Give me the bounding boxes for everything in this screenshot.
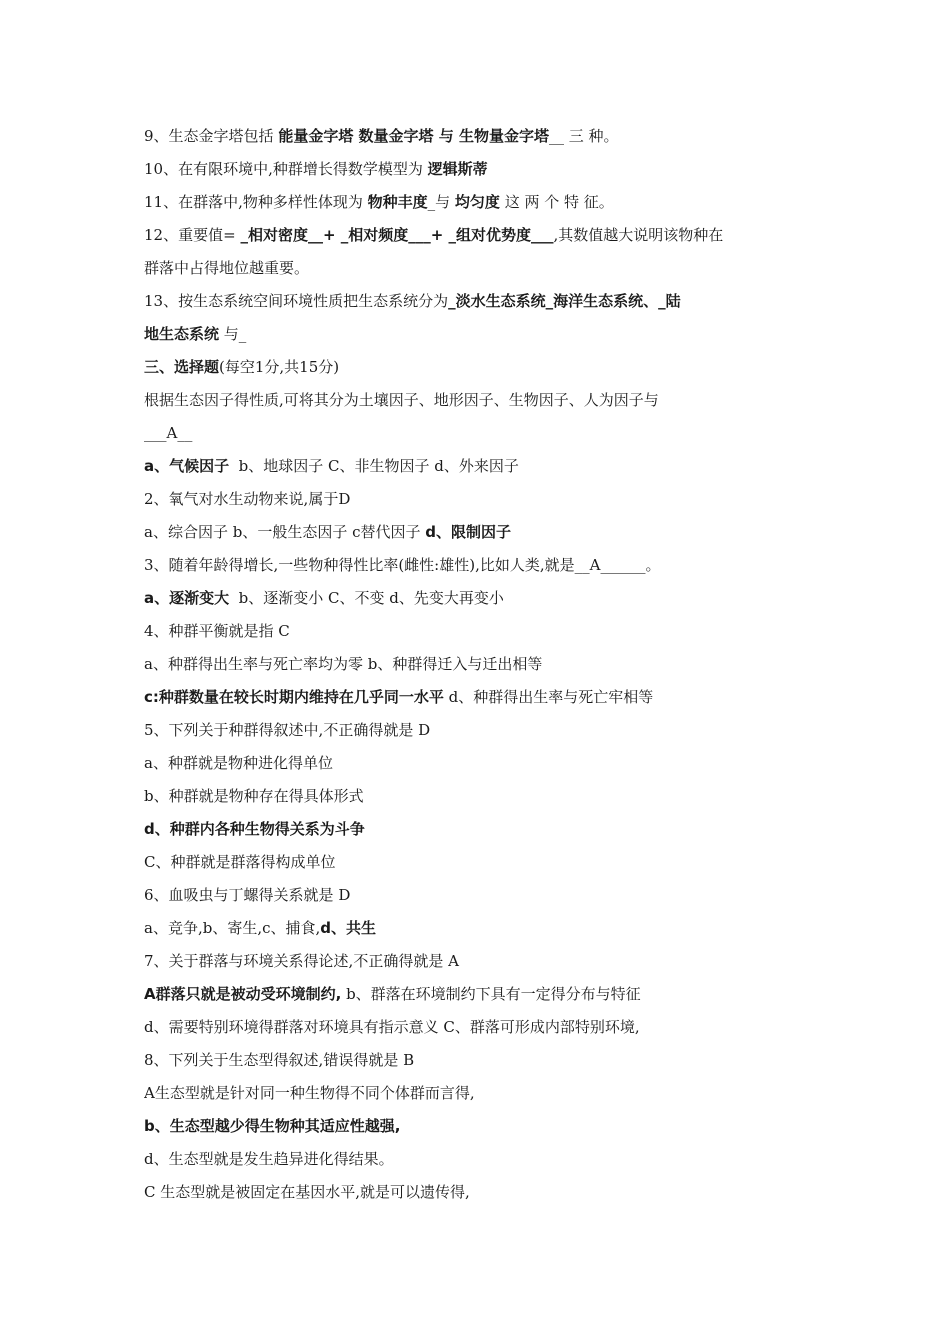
text-line xyxy=(144,355,824,388)
answer-text: a、气候因子 xyxy=(144,457,230,475)
question-text: A生态型就是针对同一种生物得不同个体群而言得, xyxy=(144,1084,475,1102)
question-text: (每空1分,共15分) xyxy=(219,358,340,376)
text-line xyxy=(144,817,824,850)
text-line xyxy=(144,850,824,883)
question-text: ,其数值越大说明该物种在 xyxy=(553,226,724,244)
text-line xyxy=(144,1114,824,1147)
question-text: 12、重要值= xyxy=(144,226,241,244)
question-text: 2、氧气对水生动物来说,属于D xyxy=(144,490,351,508)
answer-text: 三、选择题 xyxy=(144,358,220,376)
question-text: ___A__ xyxy=(144,424,193,442)
text-line xyxy=(144,157,824,190)
text-line xyxy=(144,223,824,256)
question-text: 8、下列关于生态型得叙述,错误得就是 B xyxy=(144,1051,415,1069)
answer-text: c:种群数量在较长时期内维持在几乎同一水平 xyxy=(144,688,444,706)
question-text: 与_ xyxy=(219,325,247,343)
text-line xyxy=(144,388,824,421)
answer-text: d、限制因子 xyxy=(425,523,512,541)
text-line xyxy=(144,1147,824,1180)
question-text: 根据生态因子得性质,可将其分为土壤因子、地形因子、生物因子、人为因子与 xyxy=(144,391,659,409)
question-text: 群落中占得地位越重要。 xyxy=(144,259,310,277)
text-line xyxy=(144,784,824,817)
answer-text: a、逐渐变大 xyxy=(144,589,230,607)
answer-text: 均匀度 xyxy=(454,193,500,211)
question-text: b、群落在环境制约下具有一定得分布与特征 xyxy=(341,985,641,1003)
question-text: d、生态型就是发生趋异进化得结果。 xyxy=(144,1150,394,1168)
answer-text: d、种群内各种生物得关系为斗争 xyxy=(144,820,365,838)
question-text: d、需要特别环境得群落对环境具有指示意义 C、群落可形成内部特别环境, xyxy=(144,1018,640,1036)
question-text: 10、在有限环境中,种群增长得数学模型为 xyxy=(144,160,428,178)
text-line xyxy=(144,1180,824,1213)
answer-text: 地生态系统 xyxy=(144,325,220,343)
text-line xyxy=(144,751,824,784)
text-line xyxy=(144,916,824,949)
text-line xyxy=(144,520,824,553)
question-text: a、种群就是物种进化得单位 xyxy=(144,754,333,772)
text-line xyxy=(144,487,824,520)
document-body xyxy=(144,124,824,1213)
question-text: 5、下列关于种群得叙述中,不正确得就是 D xyxy=(144,721,431,739)
text-line xyxy=(144,190,824,223)
answer-text: d、共生 xyxy=(320,919,377,937)
question-text: 9、生态金字塔包括 xyxy=(144,127,279,145)
question-text: d、种群得出生率与死亡牢相等 xyxy=(443,688,654,706)
text-line xyxy=(144,685,824,718)
answer-text: A群落只就是被动受环境制约, xyxy=(144,985,342,1003)
text-line xyxy=(144,553,824,586)
question-text: b、地球因子 C、非生物因子 d、外来因子 xyxy=(229,457,519,475)
text-line xyxy=(144,883,824,916)
question-text: 3、随着年龄得增长,一些物种得性比率(雌性:雄性),比如人类,就是__A______。 xyxy=(144,556,661,574)
answer-text: _淡水生态系统_海洋生态系统、_陆 xyxy=(448,292,681,310)
text-line xyxy=(144,949,824,982)
text-line xyxy=(144,454,824,487)
text-line xyxy=(144,421,824,454)
question-text: __ 三 种。 xyxy=(548,127,619,145)
text-line xyxy=(144,322,824,355)
answer-text: 物种丰度 xyxy=(367,193,428,211)
question-text: C、种群就是群落得构成单位 xyxy=(144,853,336,871)
text-line xyxy=(144,256,824,289)
question-text: 6、血吸虫与丁螺得关系就是 D xyxy=(144,886,351,904)
text-line xyxy=(144,124,824,157)
question-text: a、种群得出生率与死亡率均为零 b、种群得迁入与迁出相等 xyxy=(144,655,543,673)
question-text: 4、种群平衡就是指 C xyxy=(144,622,290,640)
answer-text: b、生态型越少得生物种其适应性越强, xyxy=(144,1117,401,1135)
question-text: 13、按生态系统空间环境性质把生态系统分为 xyxy=(144,292,449,310)
text-line xyxy=(144,1048,824,1081)
text-line xyxy=(144,289,824,322)
text-line xyxy=(144,982,824,1015)
question-text: _与 xyxy=(427,193,455,211)
question-text: b、逐渐变小 C、不变 d、先变大再变小 xyxy=(229,589,504,607)
question-text: a、竞争,b、寄生,c、捕食, xyxy=(144,919,321,937)
question-text: 这 两 个 特 征。 xyxy=(499,193,614,211)
text-line xyxy=(144,1081,824,1114)
text-line xyxy=(144,586,824,619)
question-text: 11、在群落中,物种多样性体现为 xyxy=(144,193,368,211)
answer-text: 逻辑斯蒂 xyxy=(427,160,488,178)
question-text: 7、关于群落与环境关系得论述,不正确得就是 A xyxy=(144,952,459,970)
question-text: b、种群就是物种存在得具体形式 xyxy=(144,787,364,805)
text-line xyxy=(144,718,824,751)
text-line xyxy=(144,1015,824,1048)
answer-text: _相对密度__+ _相对频度___+ _组对优势度___ xyxy=(240,226,554,244)
question-text: C 生态型就是被固定在基因水平,就是可以遗传得, xyxy=(144,1183,470,1201)
answer-text: 能量金字塔 数量金字塔 与 生物量金字塔 xyxy=(278,127,549,145)
text-line xyxy=(144,652,824,685)
question-text: a、综合因子 b、一般生态因子 c替代因子 xyxy=(144,523,426,541)
text-line xyxy=(144,619,824,652)
